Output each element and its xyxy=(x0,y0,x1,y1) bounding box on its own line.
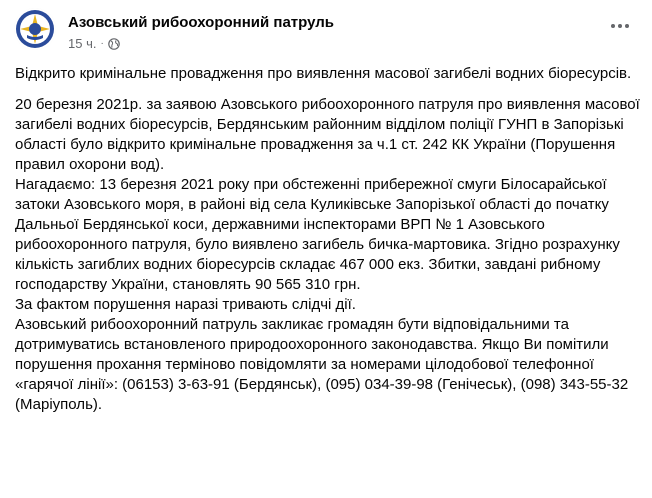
more-dot xyxy=(625,24,629,28)
more-dot xyxy=(611,24,615,28)
post-meta xyxy=(68,36,120,51)
patrol-emblem-icon xyxy=(14,8,56,50)
globe-icon[interactable] xyxy=(108,38,120,50)
post-paragraph: 20 березня 2021р. за заявою Азовського рибоохоронного патруля про виявлення масової загибелі водних біоресурсів, Бердянським районним відділом поліції ГУНП в Запорізькі області було відкрито кримінальне провадження за ч.1 ст. 242 КК України (Порушення правил охорони вод). Нагадаємо: 13 березня 2021 року при обстеженні прибережної смуги Білосарайської затоки Азовського моря, в районі від села Куликівське Запорізької області до початку Дальньої Бердянської коси, державними інспекторами ВРП № 1 Азовського рибоохоронного патруля, було виявлено загибель бичка-мартовика. Згідно розрахунку кількість загиблих водних біоресурсів складає 467 000 екз. Збитки, завдані рибному господарству України, становлять 90 565 310 грн. За фактом порушення наразі тривають слідчі дії. Азовський рибоохоронний патруль закликає громадян бути відповідальними та дотримуватись встановленого природоохоронного законодавства. Якщо Ви помітили порушення прохання терміново повідомляти за номерами цілодобової телефонної «гарячої лінії»: (06153) 3-63-91 (Бердянськ), (095) 034-39-98 (Генічеськ), (098) 343-55-32 (Маріуполь). xyxy=(15,96,640,413)
post-header xyxy=(14,8,638,56)
page-avatar[interactable] xyxy=(14,8,56,50)
more-dot xyxy=(618,24,622,28)
paragraph-gap xyxy=(15,84,640,95)
page-name-link[interactable]: Азовський рибоохоронний патруль xyxy=(68,14,335,31)
post-timestamp[interactable]: 15 ч. xyxy=(68,36,97,51)
meta-separator: · xyxy=(100,38,104,49)
post-text xyxy=(15,64,640,415)
more-options-button[interactable] xyxy=(602,12,638,40)
post-headline: Відкрито кримінальне провадження про виявлення масової загибелі водних біоресурсів. xyxy=(15,65,632,82)
